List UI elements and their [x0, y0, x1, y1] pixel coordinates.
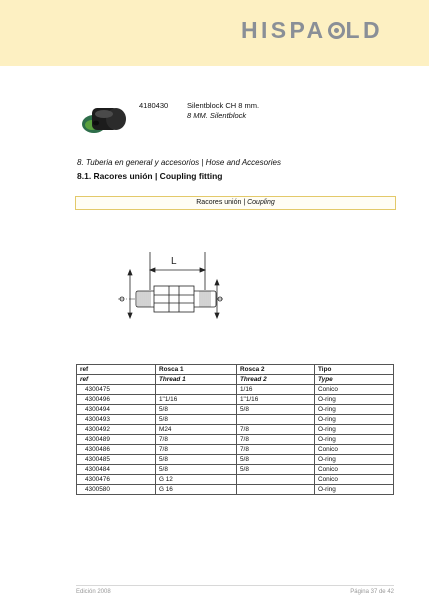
cell-ref: 4300475 — [77, 385, 156, 395]
silentblock-product-image — [80, 100, 130, 138]
th-type: Type — [315, 375, 394, 385]
cell-tipo: O-ring — [315, 455, 394, 465]
cell-rosca2: 5/8 — [237, 405, 315, 415]
cell-rosca1: 5/8 — [156, 415, 237, 425]
cell-rosca2: 1/16 — [237, 385, 315, 395]
th-rosca1: Rosca 1 — [156, 365, 237, 375]
table-row — [77, 465, 394, 475]
cell-rosca2: 7/8 — [237, 445, 315, 455]
hispacold-logo — [241, 15, 383, 45]
cell-rosca2 — [237, 485, 315, 495]
table-row — [77, 405, 394, 415]
coupling-fitting-diagram — [114, 246, 226, 331]
cell-rosca1: G 16 — [156, 485, 237, 495]
cell-ref: 4300492 — [77, 425, 156, 435]
cell-ref: 4300494 — [77, 405, 156, 415]
cell-rosca2: 5/8 — [237, 455, 315, 465]
section-title: 8. Tuberia en general y accesorios | Hose and Accesories — [77, 158, 281, 167]
product-name: Silentblock CH 8 mm. — [187, 101, 260, 110]
th-ref-en: ref — [77, 375, 156, 385]
cell-rosca1 — [156, 385, 237, 395]
subsection-title: 8.1. Racores unión | Coupling fitting — [77, 171, 223, 181]
cell-rosca1: G 12 — [156, 475, 237, 485]
table-row — [77, 435, 394, 445]
logo-text-left: HISPA — [240, 16, 327, 43]
caption-es: Racores unión | — [196, 199, 248, 206]
product-name-en: 8 MM. Silentblock — [187, 111, 247, 120]
cell-rosca1: 5/8 — [156, 405, 237, 415]
cell-ref: 4300580 — [77, 485, 156, 495]
cell-rosca1: 1"1/16 — [156, 395, 237, 405]
cell-tipo: Conico — [315, 385, 394, 395]
cell-tipo: Conico — [315, 445, 394, 455]
cell-tipo: O-ring — [315, 485, 394, 495]
cell-rosca2 — [237, 415, 315, 425]
cell-rosca2 — [237, 475, 315, 485]
cell-ref: 4300496 — [77, 395, 156, 405]
cell-rosca1: M24 — [156, 425, 237, 435]
th-ref: ref — [77, 365, 156, 375]
th-tipo: Tipo — [315, 365, 394, 375]
logo-ring-icon — [328, 22, 345, 39]
caption-box — [75, 196, 396, 210]
table-row — [77, 395, 394, 405]
cell-rosca2: 1"1/16 — [237, 395, 315, 405]
cell-ref: 4300485 — [77, 455, 156, 465]
table-row — [77, 475, 394, 485]
coupling-spec-table — [76, 364, 394, 495]
cell-rosca1: 7/8 — [156, 445, 237, 455]
table-row — [77, 385, 394, 395]
cell-ref: 4300493 — [77, 415, 156, 425]
table-row — [77, 445, 394, 455]
cell-tipo: O-ring — [315, 405, 394, 415]
th-rosca2: Rosca 2 — [237, 365, 315, 375]
product-ref: 4180430 — [139, 101, 169, 110]
footer-edition: Edición 2008 — [76, 589, 111, 595]
footer-divider — [76, 585, 394, 586]
cell-tipo: Conico — [315, 475, 394, 485]
cell-tipo: O-ring — [315, 415, 394, 425]
cell-rosca2: 7/8 — [237, 425, 315, 435]
cell-rosca1: 7/8 — [156, 435, 237, 445]
table-row — [77, 415, 394, 425]
cell-rosca2: 7/8 — [237, 435, 315, 445]
table-header-row — [77, 365, 394, 375]
cell-ref: 4300484 — [77, 465, 156, 475]
cell-rosca2: 5/8 — [237, 465, 315, 475]
cell-tipo: O-ring — [315, 425, 394, 435]
table-header-en-row — [77, 375, 394, 385]
th-thread1: Thread 1 — [156, 375, 237, 385]
dimension-label: L — [171, 256, 177, 267]
cell-rosca1: 5/8 — [156, 465, 237, 475]
th-thread2: Thread 2 — [237, 375, 315, 385]
table-row — [77, 425, 394, 435]
table-row — [77, 455, 394, 465]
cell-rosca1: 5/8 — [156, 455, 237, 465]
cell-ref: 4300476 — [77, 475, 156, 485]
table-row — [77, 485, 394, 495]
cell-tipo: O-ring — [315, 395, 394, 405]
footer-page-number: Página 37 de 42 — [350, 589, 394, 595]
cell-tipo: O-ring — [315, 435, 394, 445]
caption-en: Coupling — [247, 199, 275, 206]
cell-tipo: Conico — [315, 465, 394, 475]
cell-ref: 4300486 — [77, 445, 156, 455]
cell-ref: 4300489 — [77, 435, 156, 445]
logo-text-right: LD — [345, 16, 383, 43]
